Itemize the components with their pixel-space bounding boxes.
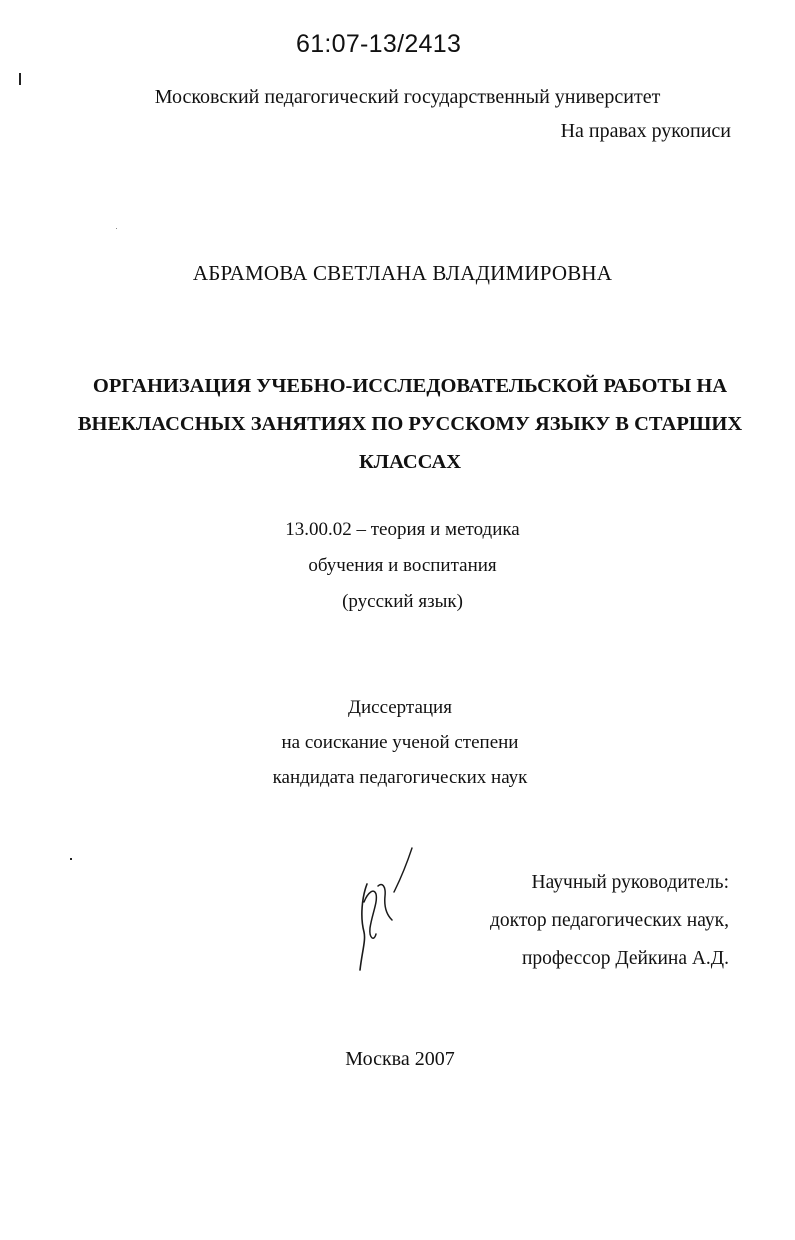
- specialty-line: (русский язык): [342, 591, 463, 612]
- specialty-block: [0, 512, 795, 620]
- supervisor-block: [490, 864, 729, 978]
- author-name: АБРАМОВА СВЕТЛАНА ВЛАДИМИРОВНА: [192, 261, 613, 285]
- degree-line: Диссертация: [348, 697, 452, 718]
- university-name: Московский педагогический государственный университет: [154, 86, 661, 108]
- manuscript-note: На правах рукописи: [560, 120, 731, 142]
- title-line: ОРГАНИЗАЦИЯ УЧЕБНО-ИССЛЕДОВАТЕЛЬСКОЙ РАБОТЫ НА: [92, 375, 728, 397]
- specialty-line: обучения и воспитания: [308, 555, 497, 576]
- supervisor-line: профессор Дейкина А.Д.: [521, 948, 729, 969]
- signature: [352, 842, 422, 974]
- title-line: КЛАССАХ: [358, 451, 462, 473]
- scan-artifact-mark: [19, 73, 21, 85]
- supervisor-line: доктор педагогических наук,: [490, 910, 729, 931]
- degree-block: [0, 690, 795, 795]
- degree-line: кандидата педагогических наук: [272, 767, 528, 788]
- scan-artifact-dot: [116, 228, 117, 229]
- scan-artifact-dot: [70, 858, 72, 860]
- supervisor-line: Научный руководитель:: [531, 872, 729, 893]
- place-and-year: Москва 2007: [345, 1048, 455, 1070]
- specialty-line: 13.00.02 – теория и методика: [285, 519, 520, 540]
- dissertation-title: [70, 367, 750, 481]
- title-line: ВНЕКЛАССНЫХ ЗАНЯТИЯХ ПО РУССКОМУ ЯЗЫКУ В СТАРШИХ: [77, 413, 743, 435]
- catalog-number: 61:07-13/2413: [296, 30, 462, 58]
- degree-line: на соискание ученой степени: [281, 732, 519, 753]
